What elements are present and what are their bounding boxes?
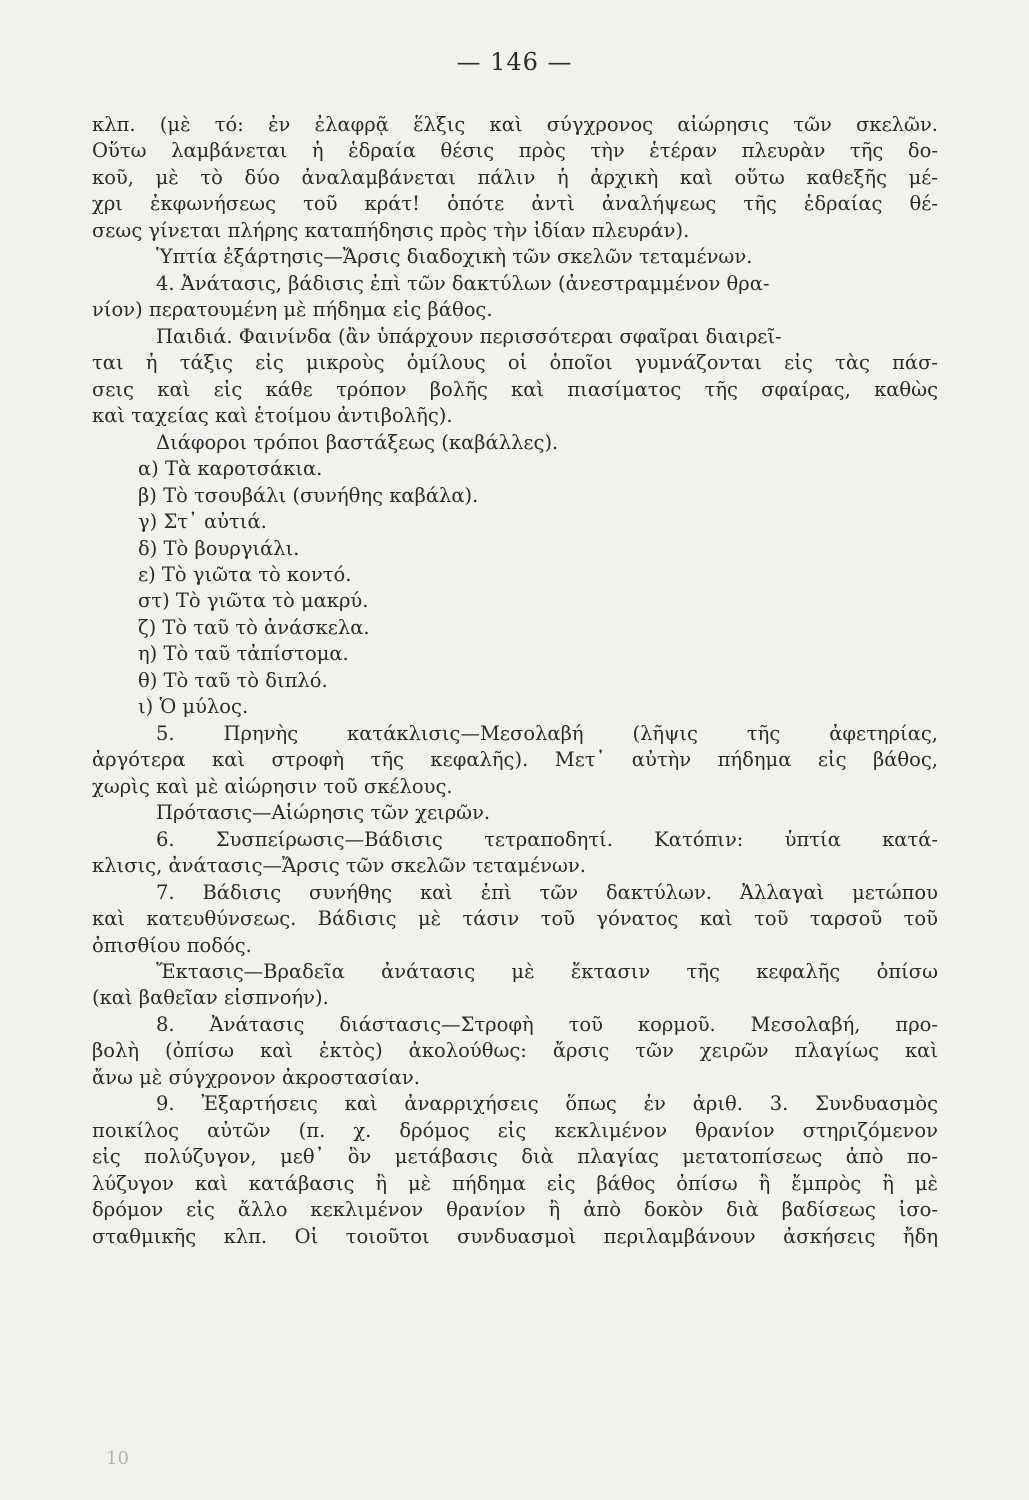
text-line: Οὕτω λαμβάνεται ἡ ἑδραία θέσις πρὸς τὴν ἑτέραν πλευρὰν τῆς δο- [92,139,938,163]
text-line: ε) Τὸ γιῶτα τὸ κοντό. [138,562,352,586]
text-line: Ἔκτασις—Βραδεῖα ἀνάτασις μὲ ἔκτασιν τῆς κεφαλῆς ὀπίσω [156,960,938,983]
text-line: η) Τὸ ταῦ τἀπίστομα. [138,642,349,666]
text-line: ι) Ὁ μύλος. [138,695,249,719]
text-line: χωρὶς καὶ μὲ αἰώρησιν τοῦ σκέλους. [92,774,453,798]
text-line: θ) Τὸ ταῦ τὸ διπλό. [138,668,328,692]
text-line: α) Τὰ καροτσάκια. [138,457,323,481]
text-line: στ) Τὸ γιῶτα τὸ μακρύ. [138,589,369,613]
text-line: καὶ ταχείας καὶ ἑτοίμου ἀντιβολῆς). [92,404,453,428]
text-line: δρόμον εἰς ἄλλο κεκλιμένον θρανίον ἢ ἀπὸ δοκὸν διὰ βαδίσεως ἰσο- [92,1198,938,1222]
text-line: ὀπισθίου ποδός. [92,933,252,957]
text-line: δ) Τὸ βουργιάλι. [138,536,300,560]
text-line: σταθμικῆς κλπ. Οἱ τοιοῦτοι συνδυασμοὶ περιλαμβάνουν ἀσκήσεις ἤδη [92,1224,938,1248]
text-line: 4. Ἀνάτασις, βάδισις ἐπὶ τῶν δακτύλων (ἀνεστραμμένον θρα- [156,271,770,295]
text-line: Παιδιά. Φαινίνδα (ἂν ὑπάρχουν περισσότεραι σφαῖραι διαιρεῖ- [156,324,782,348]
text-line: σεως γίνεται πλήρης καταπήδησις πρὸς τὴν ἰδίαν πλευράν). [92,218,690,242]
text-line: ποικίλος αὐτῶν (π. χ. δρόμος εἰς κεκλιμένον θρανίον στηριζόμενον [92,1118,938,1142]
text-line: λύζυγον καὶ κατάβασις ἢ μὲ πήδημα εἰς βάθος ὀπίσω ἢ ἔμπρὸς ἢ μὲ [92,1171,938,1195]
text-line: Διάφοροι τρόποι βαστάξεως (καβάλλες). [156,430,559,454]
text-line: (καὶ βαθεῖαν εἰσπνοήν). [92,986,329,1010]
text-line: κλπ. (μὲ τό: ἐν ἐλαφρᾷ ἕλξις καὶ σύγχρονος αἰώρησις τῶν σκελῶν. [92,113,938,136]
text-line: ται ἡ τάξις εἰς μικροὺς ὁμίλους οἱ ὁποῖοι γυμνάζονται εἰς τὰς πάσ- [92,351,938,375]
text-line: σεις καὶ εἰς κάθε τρόπον βολῆς καὶ πιασίματος τῆς σφαίρας, καθὼς [92,377,938,401]
page-number: — 146 — [456,48,573,76]
text-line: ζ) Τὸ ταῦ τὸ ἀνάσκελα. [138,615,370,639]
text-line: β) Τὸ τσουβάλι (συνήθης καβάλα). [138,483,479,507]
text-line: 8. Ἀνάτασις διάστασις—Στροφὴ τοῦ κορμοῦ. Μεσολαβή, προ- [156,1012,938,1036]
text-line: κλισις, ἀνάτασις—Ἄρσις τῶν σκελῶν τεταμένων. [92,854,586,878]
text-line: 9. Ἐξαρτήσεις καὶ ἀναρριχήσεις ὅπως ἐν ἀριθ. 3. Συνδυασμὸς [156,1092,938,1116]
text-line: βολὴ (ὀπίσω καὶ ἐκτὸς) ἀκολούθως: ἄρσις τῶν χειρῶν πλαγίως καὶ [92,1039,938,1063]
body-text [92,112,938,1250]
text-line: 7. Βάδισις συνήθης καὶ ἐπὶ τῶν δακτύλων. Ἀλλαγαὶ μετώπου [156,880,938,904]
text-line: εἰς πολύζυγον, μεθ᾽ ὃν μετάβασις διὰ πλαγίας μετατοπίσεως ἀπὸ πο- [92,1145,938,1169]
text-line: 6. Συσπείρωσις—Βάδισις τετραποδητί. Κατόπιν: ὑπτία κατά- [156,827,938,851]
text-line: γ) Στ᾽ αὐτιά. [138,510,267,534]
text-line: ἄνω μὲ σύγχρονον ἀκροστασίαν. [92,1065,420,1089]
text-line: χρι ἐκφωνήσεως τοῦ κράτ! ὁπότε ἀντὶ ἀναλήψεως τῆς ἑδραίας θέ- [92,192,938,216]
text-line: κοῦ, μὲ τὸ δύο ἀναλαμβάνεται πάλιν ἡ ἀρχικὴ καὶ οὕτω καθεξῆς μέ- [92,165,938,189]
text-line: ἀργότερα καὶ στροφὴ τῆς κεφαλῆς). Μετ᾽ αὐτὴν πήδημα εἰς βάθος, [92,748,938,772]
bleed-through-page-mark: 10 [106,1448,129,1469]
text-line: Ὑπτία ἐξάρτησις—Ἄρσις διαδοχικὴ τῶν σκελῶν τεταμένων. [156,245,753,269]
text-line: 5. Πρηνὴς κατάκλισις—Μεσολαβή (λῆψις τῆς ἀφετηρίας, [156,721,938,745]
text-line: Πρότασις—Αἰώρησις τῶν χειρῶν. [156,801,491,825]
text-line: νίον) περατουμένη μὲ πήδημα εἰς βάθος. [92,298,493,322]
text-line: καὶ κατευθύνσεως. Βάδισις μὲ τάσιν τοῦ γόνατος καὶ τοῦ ταρσοῦ τοῦ [92,907,938,931]
